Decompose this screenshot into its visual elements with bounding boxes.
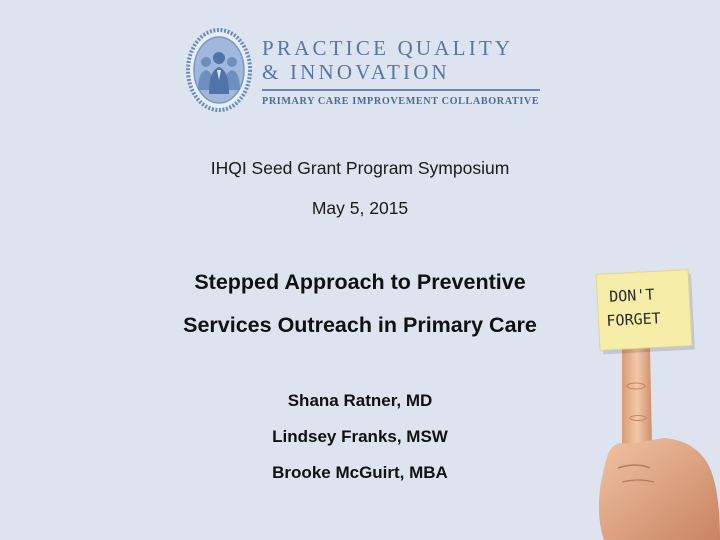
logo-line-1: PRACTICE QUALITY [262,36,514,60]
note-line-1: DON'T [608,285,655,306]
logo-tagline: PRIMARY CARE IMPROVEMENT COLLABORATIVE [262,96,540,107]
logo-wordmark [262,36,513,84]
note-line-2: FORGET [606,309,662,330]
logo-divider [262,89,540,91]
presentation-title-line-2: Services Outreach in Primary Care [183,313,537,337]
event-date: May 5, 2015 [311,198,409,218]
sticky-note-finger-image [578,268,720,540]
presentation-title-line-1: Stepped Approach to Preventive [194,270,526,294]
event-name: IHQI Seed Grant Program Symposium [210,158,510,178]
author-3: Brooke McGuirt, MBA [272,463,448,482]
logo-seal-icon [186,28,252,112]
author-1: Shana Ratner, MD [287,391,433,410]
author-2: Lindsey Franks, MSW [272,427,448,446]
logo-line-2: & INNOVATION [262,60,450,84]
